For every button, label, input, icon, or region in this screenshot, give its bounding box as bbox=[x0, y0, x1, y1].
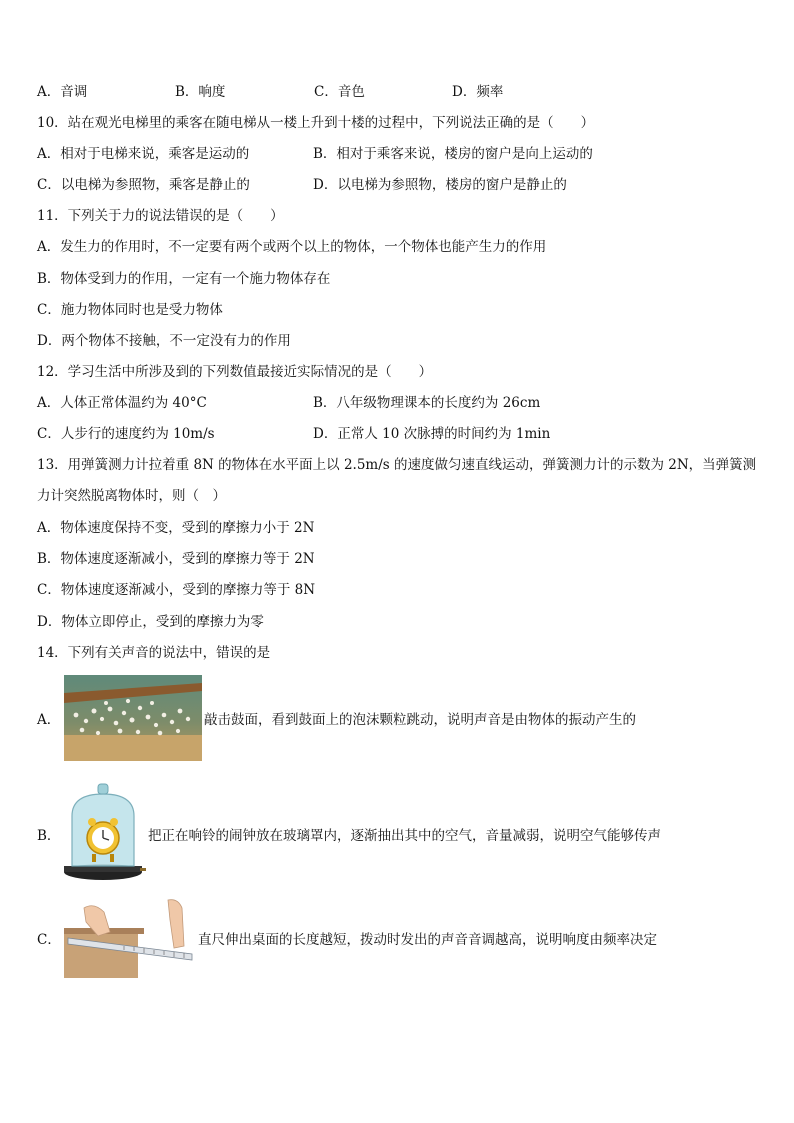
q13-option-d: D．物体立即停止，受到的摩擦力为零 bbox=[37, 614, 264, 630]
q10-stem: 10．站在观光电梯里的乘客在随电梯从一楼上升到十楼的过程中，下列说法正确的是（ ） bbox=[37, 115, 595, 131]
q13-option-b: B．物体速度逐渐减小，受到的摩擦力等于 2N bbox=[37, 551, 315, 567]
q14-option-c-text: 直尺伸出桌面的长度越短，拨动时发出的声音音调越高，说明响度由频率决定 bbox=[198, 932, 657, 948]
drum-foam-image bbox=[64, 675, 202, 761]
q12-option-a: A．人体正常体温约为 40°C bbox=[37, 395, 207, 411]
q14-option-b-text: 把正在响铃的闹钟放在玻璃罩内，逐渐抽出其中的空气，音量减弱，说明空气能够传声 bbox=[148, 828, 661, 844]
ruler-desk-image bbox=[64, 898, 196, 978]
q10-option-d: D．以电梯为参照物，楼房的窗户是静止的 bbox=[313, 177, 567, 193]
bell-jar-clock-image bbox=[60, 780, 146, 884]
q10-option-c: C．以电梯为参照物，乘客是静止的 bbox=[37, 177, 250, 193]
q9-option-d: D．频率 bbox=[452, 84, 504, 100]
q13-stem: 13．用弹簧测力计拉着重 8N 的物体在水平面上以 2.5m/s 的速度做匀速直线运动，弹簧测力计的示数为 2N，当弹簧测力计突然脱离物体时，则（ ） bbox=[37, 457, 757, 504]
q12-option-d: D．正常人 10 次脉搏的时间约为 1min bbox=[313, 426, 551, 442]
q14-option-c-label: C． bbox=[37, 932, 61, 948]
q13-option-a: A．物体速度保持不变，受到的摩擦力小于 2N bbox=[37, 520, 315, 536]
q11-option-d: D．两个物体不接触，不一定没有力的作用 bbox=[37, 333, 291, 349]
q14-option-a-label: A． bbox=[37, 712, 61, 728]
q9-option-b: B．响度 bbox=[175, 84, 226, 100]
q13-option-c: C．物体速度逐渐减小，受到的摩擦力等于 8N bbox=[37, 582, 316, 598]
q11-stem: 11．下列关于力的说法错误的是（ ） bbox=[37, 208, 284, 224]
q11-option-c: C．施力物体同时也是受力物体 bbox=[37, 302, 223, 318]
q9-option-c: C．音色 bbox=[314, 84, 365, 100]
q10-option-b: B．相对于乘客来说，楼房的窗户是向上运动的 bbox=[313, 146, 593, 162]
q14-stem: 14．下列有关声音的说法中，错误的是 bbox=[37, 645, 271, 661]
q11-option-b: B．物体受到力的作用，一定有一个施力物体存在 bbox=[37, 271, 331, 287]
q14-option-b-label: B． bbox=[37, 828, 61, 844]
q9-option-a: A．音调 bbox=[37, 84, 88, 100]
q12-option-c: C．人步行的速度约为 10m/s bbox=[37, 426, 215, 442]
q14-option-a-text: 敲击鼓面，看到鼓面上的泡沫颗粒跳动，说明声音是由物体的振动产生的 bbox=[204, 712, 636, 728]
q11-option-a: A．发生力的作用时，不一定要有两个或两个以上的物体，一个物体也能产生力的作用 bbox=[37, 239, 547, 255]
q12-option-b: B．八年级物理课本的长度约为 26cm bbox=[313, 395, 541, 411]
q12-stem: 12．学习生活中所涉及到的下列数值最接近实际情况的是（ ） bbox=[37, 364, 433, 380]
q10-option-a: A．相对于电梯来说，乘客是运动的 bbox=[37, 146, 250, 162]
